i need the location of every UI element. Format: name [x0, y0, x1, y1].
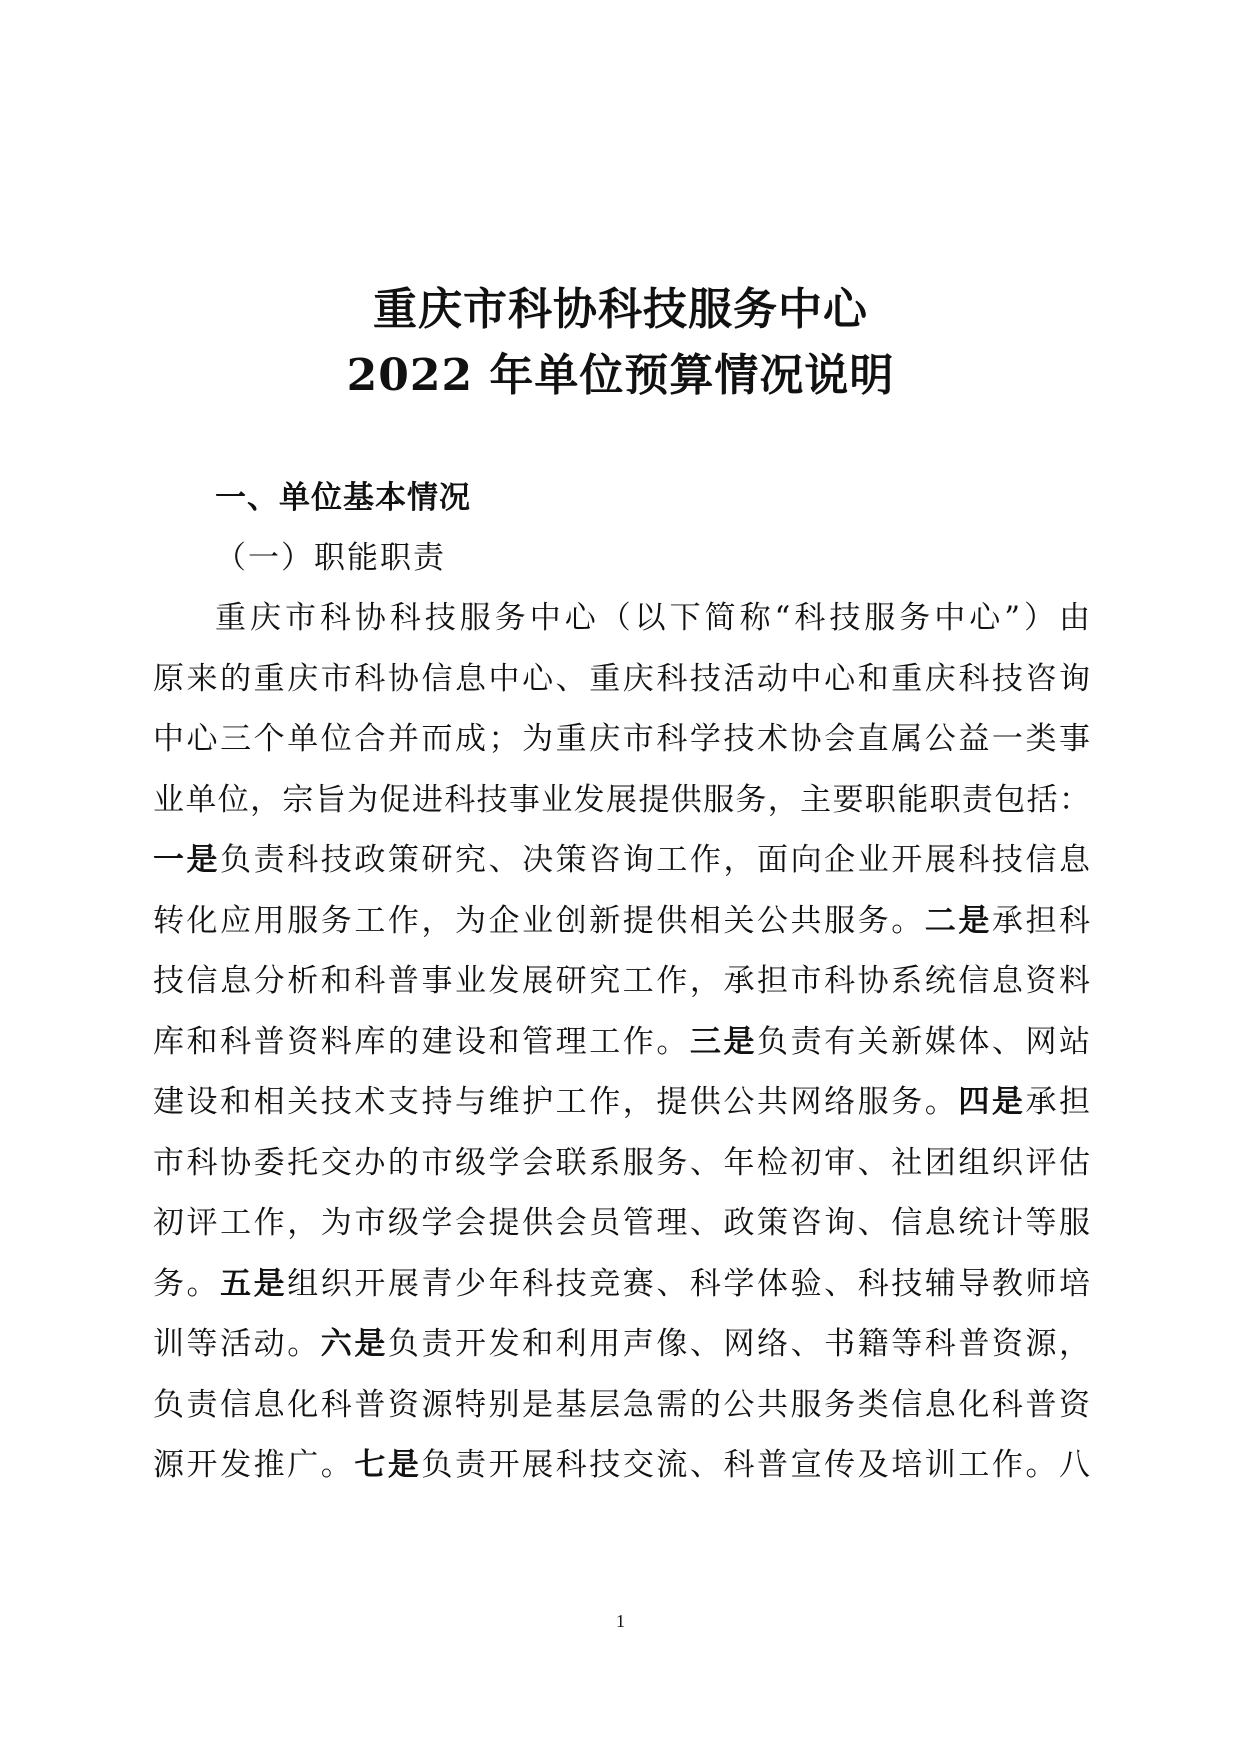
subsection-heading-duties: （一）职能职责: [215, 540, 446, 576]
duty-ordinal-label: 七是: [354, 1447, 422, 1483]
paragraph-text: 转化应用服务工作，为企业创新提供相关公共服务。: [153, 902, 925, 939]
document-title-line-2: 2022 年单位预算情况说明: [346, 350, 895, 401]
paragraph-text: 承担: [1025, 1084, 1091, 1120]
paragraph-text: 负责信息化科普资源特别是基层急需的公共服务类信息化科普资: [153, 1386, 1090, 1423]
paragraph-text: 技信息分析和科普事业发展研究工作，承担市科协系统信息资料: [153, 963, 1090, 999]
paragraph-text: 组织开展青少年科技竞赛、科学体验、科技辅导教师培: [287, 1265, 1091, 1302]
duty-ordinal-label: 四是: [958, 1084, 1026, 1120]
duty-ordinal-label: 二是: [924, 902, 992, 939]
paragraph-text: 负责科技政策研究、决策咨询工作，面向企业开展科技信息: [220, 842, 1091, 878]
paragraph-line: [153, 780, 1090, 820]
paragraph-line: [153, 1022, 1090, 1062]
paragraph-text: 业单位，宗旨为促进科技事业发展提供服务，主要职能职责包括：: [153, 781, 1090, 818]
paragraph-line: [153, 719, 1090, 759]
document-title-line-1: 重庆市科协科技服务中心: [373, 284, 868, 335]
paragraph-line: [153, 1445, 1090, 1485]
duty-ordinal-label: 一是: [153, 842, 221, 878]
paragraph-text: 务。: [153, 1265, 221, 1302]
paragraph-text: 负责开发和利用声像、网络、书籍等科普资源，: [387, 1326, 1091, 1362]
paragraph-line: [153, 1324, 1090, 1364]
paragraph-text: 市科协委托交办的市级学会联系服务、年检初审、社团组织评估: [153, 1144, 1090, 1181]
paragraph-text: 承担科: [991, 902, 1091, 939]
paragraph-line: [153, 961, 1090, 1001]
paragraph-text: 训等活动。: [153, 1326, 321, 1362]
paragraph-line: [153, 659, 1090, 699]
duty-ordinal-label: 六是: [320, 1326, 388, 1362]
section-heading-basic-info: 一、单位基本情况: [215, 480, 471, 516]
paragraph-line: [215, 598, 1090, 638]
paragraph-line: [153, 1203, 1090, 1243]
paragraph-text: 库和科普资料库的建设和管理工作。: [153, 1023, 690, 1060]
paragraph-text: 初评工作，为市级学会提供会员管理、政策咨询、信息统计等服: [153, 1205, 1090, 1241]
paragraph-line: [153, 1385, 1090, 1425]
paragraph-text: 重庆市科协科技服务中心（以下简称“科技服务中心”）由: [215, 600, 1090, 636]
paragraph-text: 负责有关新媒体、网站: [757, 1023, 1091, 1060]
paragraph-text: 负责开展科技交流、科普宣传及培训工作。八: [421, 1447, 1091, 1483]
paragraph-text: 建设和相关技术支持与维护工作，提供公共网络服务。: [153, 1084, 959, 1120]
paragraph-text: 原来的重庆市科协信息中心、重庆科技活动中心和重庆科技咨询: [153, 660, 1090, 697]
paragraph-text: 源开发推广。: [153, 1447, 355, 1483]
paragraph-line: [153, 1082, 1090, 1122]
paragraph-line: [153, 1264, 1090, 1304]
paragraph-text: 中心三个单位合并而成；为重庆市科学技术协会直属公益一类事: [153, 721, 1090, 757]
page-number: 1: [616, 1611, 625, 1631]
duty-ordinal-label: 五是: [220, 1265, 288, 1302]
paragraph-line: [153, 1143, 1090, 1183]
paragraph-line: [153, 901, 1090, 941]
paragraph-line: [153, 840, 1090, 880]
duty-ordinal-label: 三是: [689, 1023, 758, 1060]
